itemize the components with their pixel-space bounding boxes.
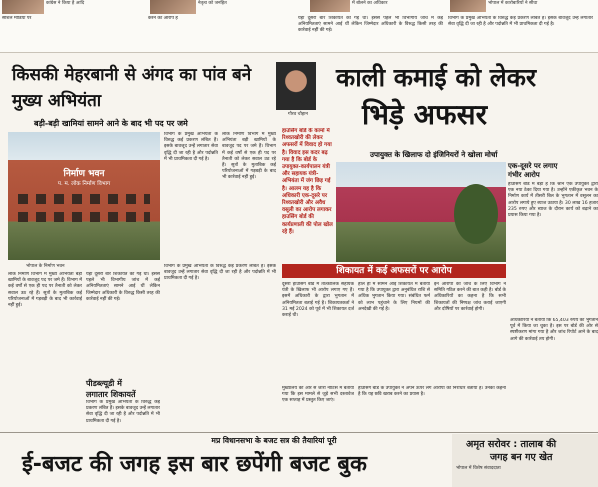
top-strip-col-3: यहां दूसरी बार शिकायत की गई थी। इससे पहले भी विभागीय जांच में कई अनियमितताएं सामने आई थीं लेकिन जिम्मेदार अधिकारी के विरुद्ध किसी तरह की कार्रवाई नहीं की गई। xyxy=(298,16,443,34)
housing-board-photo xyxy=(336,162,506,262)
building-sign: निर्माण भवन प. म. लोक निर्माण विभाग xyxy=(57,169,111,187)
amrit-caption: भोपाल में विशेष संवाददाता xyxy=(456,466,501,471)
amrit-kicker-2: जगह बन गए खेत xyxy=(490,452,553,463)
budget-headline: ई-बजट की जगह इस बार छपेंगी बजट बुक xyxy=(22,452,367,477)
window-row-2 xyxy=(18,212,150,222)
top-strip-text-1: कांग्रेस ने किया है आदि xyxy=(46,1,85,6)
story2-bottom-right: अधिकारियों ने बताया कि 65,403 रुपये का भुगतान पूर्व में किया जा चुका है। इस पर बोर्ड की ओर से स्पष्टीकरण मांगा गया है और जांच रिपोर्ट आने के बाद आगे की कार्रवाई तय होगी। xyxy=(510,318,598,342)
story1-col2: लोक निर्माण विभाग में मुख्य अभियंता बड़ी खामियों के बावजूद पद पर जमे हैं। विभाग में कई वर्षों से एक ही पद पर तैनाती को लेकर सवाल उठ रहे हैं। सूत्रों के मुताबिक कई परियोजनाओं में गड़बड़ी के बाद भी कार्रवाई नहीं हुई। xyxy=(222,132,276,181)
story1-body-col-b2: विभाग के प्रमुख अभियंता के विरुद्ध कई प्रकरण लंबित हैं। इसके बावजूद उन्हें लगातार सेवा वृद्धि दी जा रही है और पदोन्नति में भी प्राथमिकता दी गई है। xyxy=(86,400,160,424)
section-divider xyxy=(0,432,598,433)
story1-body-col-b: यहां दूसरी बार शिकायत की गई थी। इससे पहले भी विभागीय जांच में कई अनियमितताएं सामने आई थीं लेकिन जिम्मेदार अधिकारी के विरुद्ध किसी तरह की कार्रवाई नहीं की गई। xyxy=(86,272,160,302)
story2-quote: हाउसिंग बोर्ड के कामों में रिश्वतखोरी की लेकर अफसरों में विवाद हो गया है। विवाद इस कदर बढ़ गया है कि बोर्ड के उपायुक्त-कार्यपालन यंत्री और सहायक यंत्री-अभियंता में जंग छिड़ गई है। आलम यह है कि अधिकारी एक-दूसरे पर रिश्वतखोरी और अवैध वसूली का आरोप लगाकर हाउसिंग बोर्ड की कार्यप्रणाली की पोल खोल रहे हैं। xyxy=(282,128,333,235)
reporter-name: गौरव चौहान xyxy=(288,112,308,117)
complaints-banner: शिकायत में कई अफसरों पर आरोप xyxy=(282,264,506,278)
amrit-box xyxy=(452,434,598,487)
story2-bottom-mid: हाउसिंग बोर्ड के उपायुक्त ने अपने ऊपर लगे आरोपों को निराधार बताया है। उनका कहना है कि यह छवि खराब करने का प्रयास है। xyxy=(358,386,506,398)
photo-credit: भोपाल के निर्माण भवन xyxy=(26,264,65,269)
story2-headline-1: काली कमाई को लेकर xyxy=(336,63,537,92)
amrit-kicker: अमृत सरोवर : तालाब की xyxy=(466,439,557,450)
top-strip-text-2: नेतृत्व को जनहित xyxy=(198,1,227,6)
top-strip-text-4: भोपाल में कारोबारियों ने सीधा xyxy=(488,1,538,6)
tree-shape xyxy=(454,184,498,244)
top-strip-col-2: करने का आरोप है xyxy=(148,16,178,21)
story2-col2: हाल ही में सामने आई शिकायत में बताया गया है कि उपायुक्त द्वारा अनुबंधित राशि से अधिक भुगतान किया गया। संबंधित फर्म को लाभ पहुंचाने के लिए नियमों की अनदेखी की गई है। xyxy=(358,282,430,312)
sidebar-box: एक-दूसरे पर लगाए गंभीर आरोप हाउसिंग बोर्ड में बड़ा है कि श्रीन एक उपायुक्त द्वारा एक नया ठेका दिया गया है। उन्होंने एकीकृत भवन के निर्माण कार्य में तीसरी बिल के भुगतान में वसूलन का आरोप लगाये हुए ब्याज उठाया है। 30 लाख 16 हजार 235 रुपए और ब्याज के दौरान कार्य को बढ़ाने का प्रयास किया गया है। xyxy=(508,162,598,219)
top-strip-col-4: विभाग के प्रमुख अभियंता के विरुद्ध कई प्रकरण लंबित हैं। इसके बावजूद उन्हें लगातार सेवा वृद्धि दी जा रही है और पदोन्नति में भी प्राथमिकता दी गई है। xyxy=(448,16,593,28)
top-strip xyxy=(0,0,598,53)
story1-body-col-c: विभाग के प्रमुख अभियंता के विरुद्ध कई प्रकरण लंबित हैं। इसके बावजूद उन्हें लगातार सेवा वृद्धि दी जा रही है और पदोन्नति में भी प्राथमिकता दी गई है। xyxy=(164,264,276,282)
window-row xyxy=(18,194,150,204)
top-strip-col-1: सोशल मीडिया पर xyxy=(2,16,32,21)
reporter-photo xyxy=(276,62,316,110)
story2-col1: दूसरी हाउसिंग बोर्ड में तात्कालिक सहायक यंत्री के खिलाफ भी आरोप लगाए गए हैं। इसमें अधिकारी के द्वारा भुगतान में अनियमितता बताई गई है। शिकायतकर्ता ने 31 मई 2024 को पूर्व में भी शिकायत दर्ज कराई थी। xyxy=(282,282,354,319)
thumbnail-photo-2 xyxy=(150,0,196,14)
thumbnail-photo-4 xyxy=(450,0,486,12)
top-strip-text-3: में बोलने का अधिकार xyxy=(352,1,388,6)
story1-body-col-a: लोक निर्माण विभाग में मुख्य अभियंता बड़ी खामियों के बावजूद पद पर जमे हैं। विभाग में कई वर्षों से एक ही पद पर तैनाती को लेकर सवाल उठ रहे हैं। सूत्रों के मुताबिक कई परियोजनाओं में गड़बड़ी के बाद भी कार्रवाई नहीं हुई। xyxy=(8,272,82,309)
budget-kicker: मप्र विधानसभा के बजट सत्र की तैयारियां पूरी xyxy=(211,436,337,445)
story2-col3: इन आरोपों की जांच के लिए विभाग ने समिति गठित करने की बात कही है। बोर्ड के अधिकारियों का कहना है कि सभी शिकायतों की निष्पक्ष जांच कराई जाएगी और दोषियों पर कार्रवाई होगी। xyxy=(434,282,506,312)
story1-col1: विभाग के प्रमुख अभियंता के विरुद्ध कई प्रकरण लंबित हैं। इसके बावजूद उन्हें लगातार सेवा वृद्धि दी जा रही है और पदोन्नति में भी प्राथमिकता दी गई है। xyxy=(164,132,218,162)
story1-headline: किसकी मेहरबानी से अंगद का पांव बने मुख्य अभियंता xyxy=(12,65,252,111)
inset-heading: पीडब्ल्यूडी में लगातार शिकायतें xyxy=(86,379,136,399)
story2-kicker: उपायुक्त के खिलाफ दो इंजिनियरों ने खोला मोर्चा xyxy=(370,150,498,159)
thumbnail-photo-3 xyxy=(310,0,350,12)
story2-headline-2: भिड़े अफसर xyxy=(362,98,488,131)
building-photo xyxy=(8,132,160,260)
thumbnail-photo-1 xyxy=(2,0,44,14)
story1-subhead: बड़ी-बड़ी खामियां सामने आने के बाद भी पद पर जमे xyxy=(34,119,188,128)
story2-bottom-left: मुख्यालय की ओर से जारी नोटिस में बताया गया कि इस मामले से जुड़े सभी दस्तावेज एक सप्ताह में प्रस्तुत किए जाएं। xyxy=(282,386,354,404)
